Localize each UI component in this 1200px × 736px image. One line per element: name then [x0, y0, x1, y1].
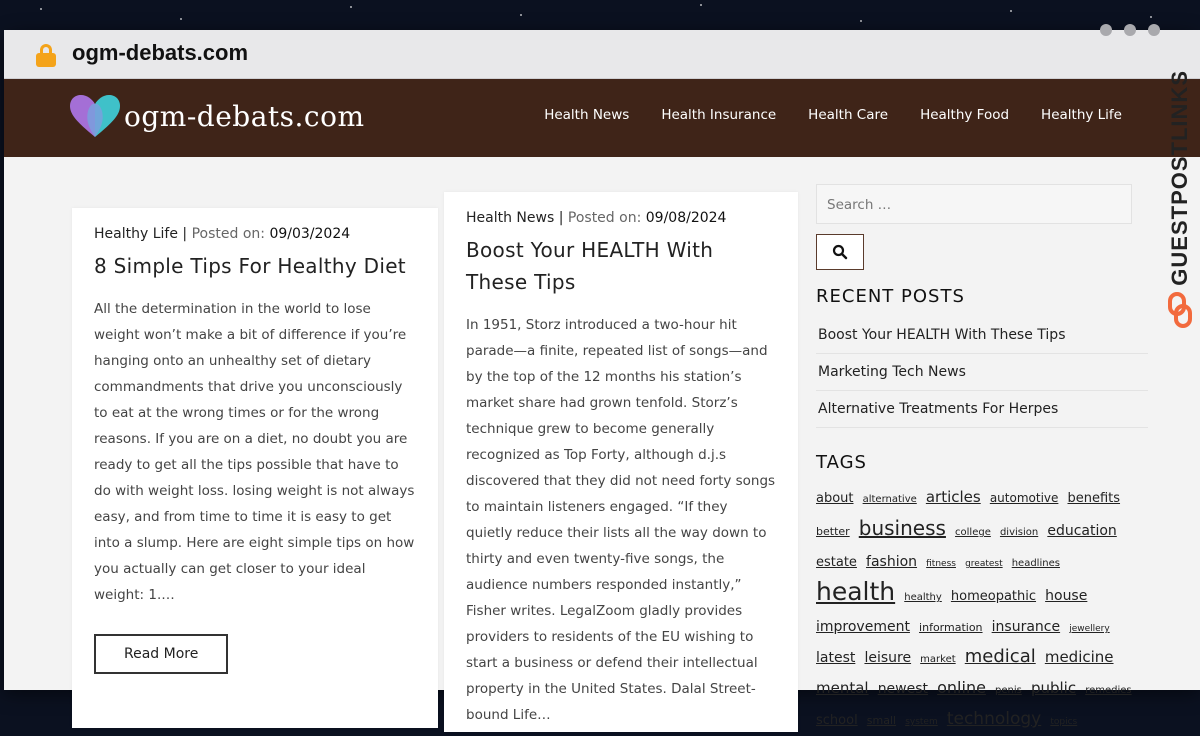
- tag-link[interactable]: benefits: [1067, 491, 1121, 506]
- tag-link[interactable]: online: [937, 678, 986, 697]
- tag-link[interactable]: medical: [964, 646, 1036, 667]
- site-header: [4, 79, 1200, 157]
- main-content: [4, 156, 1200, 729]
- tag-link[interactable]: about: [816, 491, 854, 506]
- tag-link[interactable]: school: [816, 713, 858, 728]
- nav-item-healthy-food[interactable]: Healthy Food: [920, 107, 1010, 123]
- tag-link[interactable]: information: [919, 621, 983, 634]
- recent-posts-list: [816, 317, 1148, 428]
- tag-link[interactable]: healthy: [904, 592, 942, 603]
- tag-link[interactable]: small: [866, 714, 897, 727]
- nav-item-health-insurance[interactable]: Health Insurance: [661, 107, 777, 123]
- window-dot-icon[interactable]: [1124, 24, 1136, 36]
- tag-link[interactable]: better: [816, 525, 850, 538]
- window-dot-icon[interactable]: [1148, 24, 1160, 36]
- tag-link[interactable]: newest: [877, 681, 929, 697]
- recent-posts-heading: RECENT POSTS: [816, 286, 965, 307]
- post-card: [72, 208, 438, 728]
- tag-link[interactable]: insurance: [991, 619, 1061, 635]
- tag-link[interactable]: latest: [816, 650, 856, 666]
- post-meta: Healthy Life | Posted on: 09/03/2024: [94, 226, 351, 242]
- tag-link[interactable]: education: [1047, 523, 1117, 539]
- tag-link[interactable]: homeopathic: [950, 589, 1037, 604]
- tag-link[interactable]: system: [905, 717, 938, 727]
- badge-text: GUESTPOSTLINKS: [1167, 70, 1192, 286]
- tag-link[interactable]: business: [858, 516, 946, 540]
- post-category[interactable]: Health News: [466, 210, 555, 226]
- tag-link[interactable]: division: [999, 527, 1039, 538]
- tag-link[interactable]: penis: [995, 685, 1022, 696]
- tag-link[interactable]: leisure: [864, 650, 912, 666]
- posted-on-label: Posted on:: [567, 210, 642, 226]
- nav-item-health-news[interactable]: Health News: [544, 107, 630, 123]
- tag-link[interactable]: fashion: [866, 554, 918, 570]
- site-logo[interactable]: [68, 93, 365, 139]
- tag-link[interactable]: alternative: [862, 494, 917, 505]
- post-date[interactable]: 09/08/2024: [645, 210, 727, 226]
- link-icon: [1167, 292, 1193, 328]
- recent-post-link[interactable]: Marketing Tech News: [816, 354, 1148, 391]
- main-nav: [544, 107, 1122, 123]
- tag-link[interactable]: headlines: [1011, 558, 1060, 569]
- post-title[interactable]: 8 Simple Tips For Healthy Diet: [94, 254, 406, 278]
- post-meta: Health News | Posted on: 09/08/2024: [466, 210, 727, 226]
- tag-link[interactable]: college: [955, 527, 991, 538]
- tag-link[interactable]: greatest: [965, 559, 1003, 569]
- tag-link[interactable]: automotive: [989, 491, 1059, 505]
- heart-logo-icon: [68, 93, 122, 139]
- browser-window: [4, 30, 1200, 729]
- recent-post-link[interactable]: Boost Your HEALTH With These Tips: [816, 317, 1148, 354]
- search-input[interactable]: Search …: [816, 184, 1132, 224]
- post-date[interactable]: 09/03/2024: [269, 226, 351, 242]
- tag-link[interactable]: house: [1045, 588, 1088, 604]
- nav-item-health-care[interactable]: Health Care: [808, 107, 889, 123]
- address-bar-url[interactable]: ogm-debats.com: [72, 40, 249, 65]
- tag-link[interactable]: estate: [816, 555, 857, 570]
- tag-link[interactable]: mental: [816, 679, 869, 697]
- search-icon: [832, 244, 848, 260]
- tag-link[interactable]: health: [816, 577, 896, 606]
- guestpostlinks-badge: [1160, 70, 1200, 390]
- tag-link[interactable]: market: [920, 654, 956, 665]
- tag-link[interactable]: public: [1030, 679, 1077, 697]
- post-category[interactable]: Healthy Life: [94, 226, 178, 242]
- tag-link[interactable]: technology: [946, 709, 1042, 729]
- tag-link[interactable]: articles: [925, 488, 981, 506]
- post-excerpt: In 1951, Storz introduced a two-hour hit parade—a finite, repeated list of songs—and by the top of the 12 months his station’s market share had grown tenfold. Storz’s technique grew to become generally recognized as Top Forty, although d.j.s discovered that they did not need forty songs to maintain listeners engaged. “If they quietly reduce their lists all the way down to thirty and even twenty-five songs, the audience numbers responded instantly,” Fisher writes. LegalZoom gladly provides providers to residents of the EU wishing to start a business or defend their intellectual property in the United States. Dalal Street-bound Life…: [466, 317, 776, 723]
- tag-link[interactable]: remedies: [1085, 685, 1132, 696]
- nav-item-healthy-life[interactable]: Healthy Life: [1041, 107, 1122, 123]
- tag-link[interactable]: medicine: [1044, 648, 1114, 666]
- post-card: [444, 192, 798, 732]
- read-more-button[interactable]: Read More: [94, 634, 228, 674]
- tag-link[interactable]: jewellery: [1069, 624, 1110, 634]
- tag-link[interactable]: improvement: [816, 619, 910, 635]
- post-title[interactable]: Boost Your HEALTH With These Tips: [466, 238, 714, 294]
- lock-icon: [36, 44, 56, 66]
- window-dot-icon[interactable]: [1100, 24, 1112, 36]
- recent-post-link[interactable]: Alternative Treatments For Herpes: [816, 391, 1148, 428]
- browser-chrome: [4, 30, 1200, 79]
- search-button[interactable]: [816, 234, 864, 270]
- tag-link[interactable]: topics: [1050, 717, 1078, 727]
- posted-on-label: Posted on:: [191, 226, 265, 242]
- logo-text: ogm-debats.com: [124, 99, 365, 133]
- sidebar: [816, 184, 1148, 736]
- tags-heading: TAGS: [816, 452, 867, 473]
- tag-cloud: [816, 483, 1136, 736]
- tag-link[interactable]: fitness: [926, 559, 956, 569]
- post-excerpt: All the determination in the world to lose weight won’t make a bit of difference if you’re hanging onto an unhealthy set of dietary commandments that drive you unconsciously to eat at the wrong times or for the wrong reasons. If you are on a diet, no doubt you are ready to get all the tips possible that have to do with weight loss. losing weight is not always easy, and from time to time it is easy to get into a slump. Here are eight simple tips on how you actually can get closer to your ideal weight: 1.…: [94, 301, 415, 603]
- window-controls: [1100, 24, 1160, 36]
